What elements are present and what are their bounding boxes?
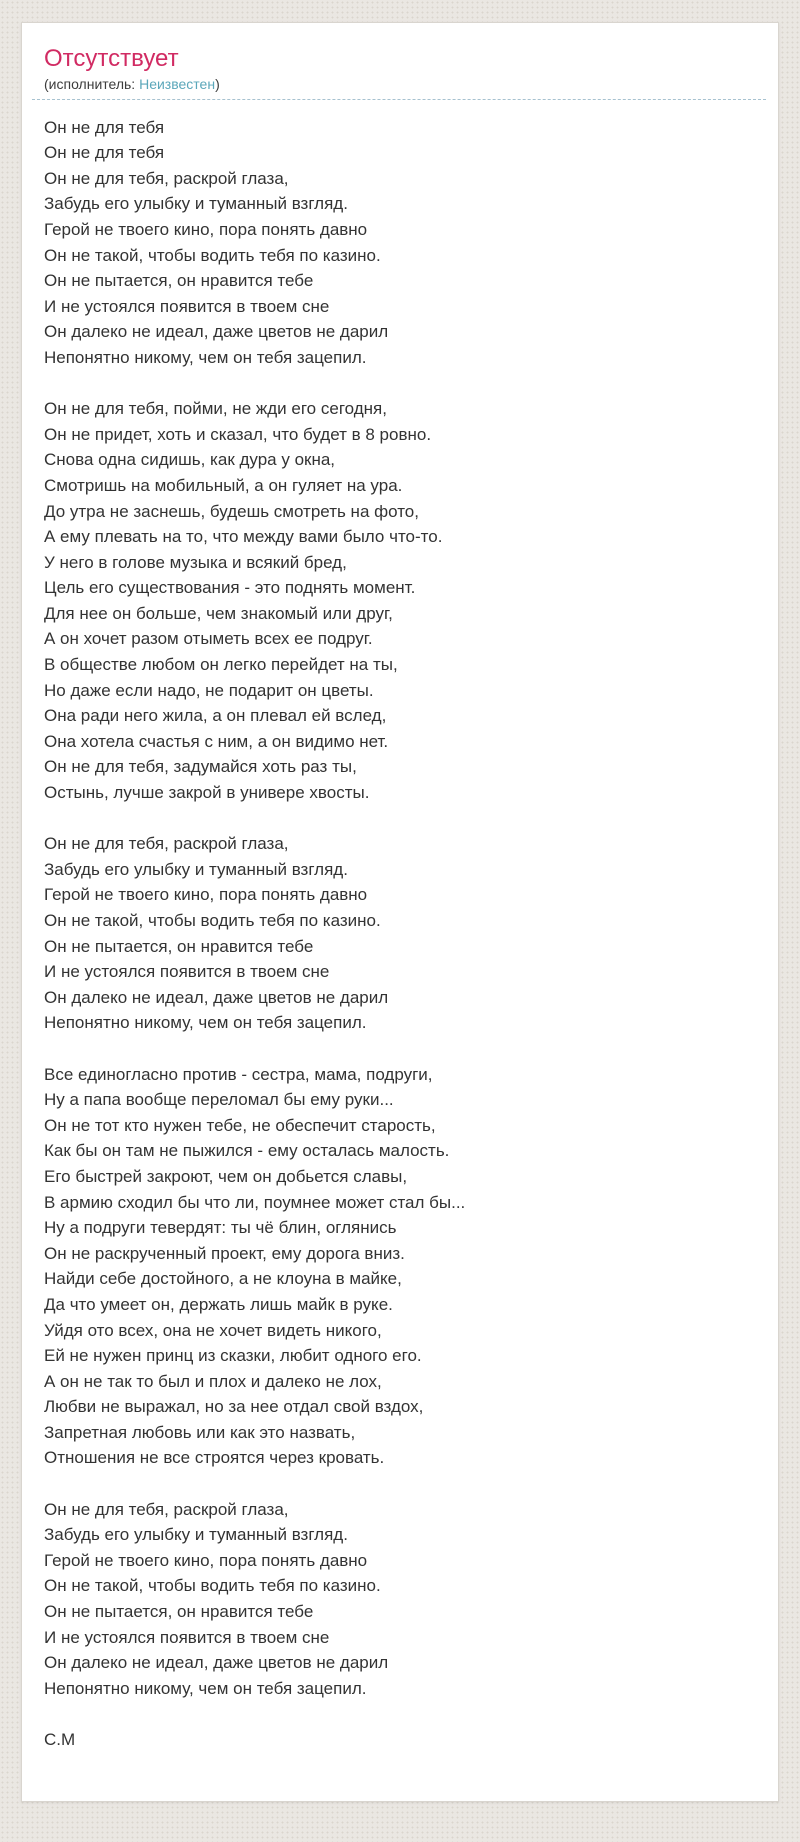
verse: Он не для тебя, раскрой глаза, Забудь его улыбку и туманный взгляд. Герой не твоего кино, пора понять давно Он не такой, чтобы водить тебя по казино. Он не пытается, он нравится тебе И не устоялся появится в твоем сне Он далеко не идеал, даже цветов не дарил Непонятно никому, чем он тебя зацепил. bbox=[44, 1499, 389, 1698]
song-header bbox=[32, 31, 766, 100]
lyrics-card bbox=[21, 22, 779, 1802]
verse: Он не для тебя, раскрой глаза, Забудь его улыбку и туманный взгляд. Герой не твоего кино, пора понять давно Он не такой, чтобы водить тебя по казино. Он не пытается, он нравится тебе И не устоялся появится в твоем сне Он далеко не идеал, даже цветов не дарил Непонятно никому, чем он тебя зацепил. bbox=[44, 834, 389, 1033]
artist-close-paren: ) bbox=[215, 75, 220, 92]
artist-line bbox=[44, 76, 766, 92]
artist-link[interactable]: Неизвестен bbox=[139, 75, 216, 92]
verse: Все единогласно против - сестра, мама, подруги, Ну а папа вообще переломал бы ему руки... Он не тот кто нужен тебе, не обеспечит старость, Как бы он там не пыжился - ему осталась малость. Его быстрей закроют, чем он добьется славы, В армию сходил бы что ли, поумнее может стал бы... Ну а подруги тевердят: ты чё блин, оглянись Он не раскрученный проект, ему дорога вниз. Найди себе достойного, а не клоуна в майке, Да что умеет он, держать лишь майк в руке. Уйдя ото всех, она не хочет видеть никого, Ей не нужен принц из сказки, любит одного его. А он не так то был и плох и далеко не лох, Любви не выражал, но за нее отдал свой вздох, Запретная любовь или как это назвать, Отношения не все строятся через кровать. bbox=[44, 1064, 466, 1468]
verse: Он не для тебя, пойми, не жди его сегодня, Он не придет, хоть и сказал, что будет в 8 ровно. Снова одна сидишь, как дура у окна, Смотришь на мобильный, а он гуляет на ура. До утра не заснешь, будешь смотреть на фото, А ему плевать на то, что между вами было что-то. У него в голове музыка и всякий бред, Цель его существования - это поднять момент. Для нее он больше, чем знакомый или друг, А он хочет разом отыметь всех ее подруг. В обществе любом он легко перейдет на ты, Но даже если надо, не подарит он цветы. Она ради него жила, а он плевал ей вслед, Она хотела счастья с ним, а он видимо нет. Он не для тебя, задумайся хоть раз ты, Остынь, лучше закрой в универе хвосты. bbox=[44, 399, 443, 803]
page-background bbox=[0, 22, 800, 1842]
verse: Он не для тебя Он не для тебя Он не для тебя, раскрой глаза, Забудь его улыбку и туманный взгляд. Герой не твоего кино, пора понять давно Он не такой, чтобы водить тебя по казино. Он не пытается, он нравится тебе И не устоялся появится в твоем сне Он далеко не идеал, даже цветов не дарил Непонятно никому, чем он тебя зацепил. bbox=[44, 117, 389, 367]
signature: С.М bbox=[44, 1730, 76, 1749]
artist-label: (исполнитель: bbox=[44, 75, 140, 92]
page-title: Отсутствует bbox=[44, 45, 179, 72]
lyrics-text bbox=[44, 115, 766, 1753]
